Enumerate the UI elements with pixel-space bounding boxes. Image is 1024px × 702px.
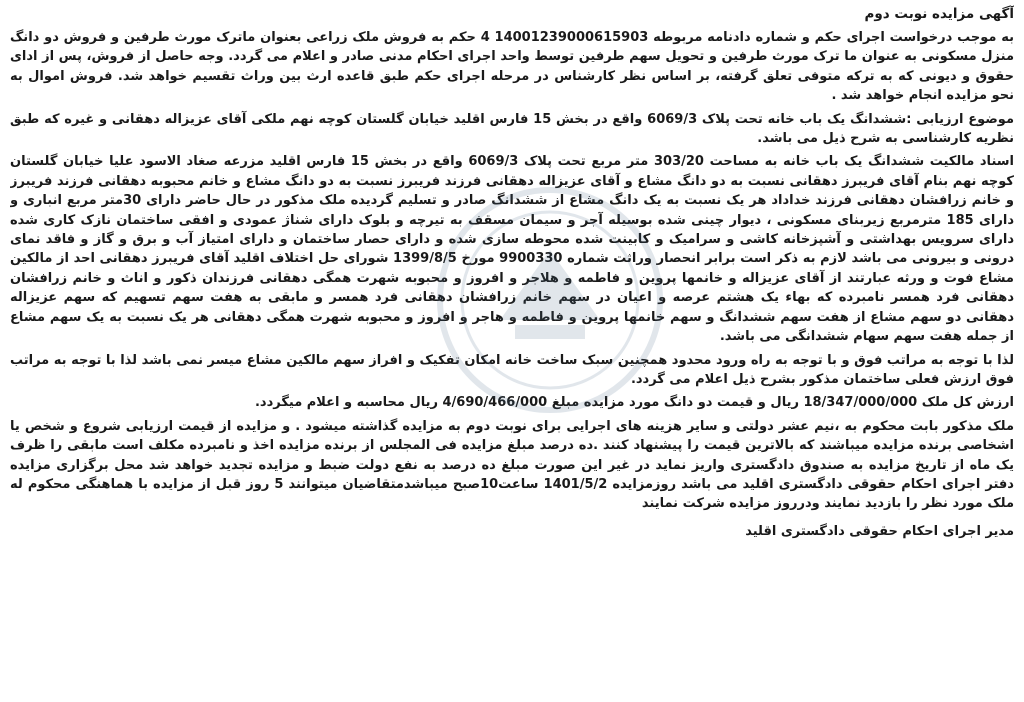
paragraph-auction-terms: ملک مذکور بابت محکوم به ،نیم عشر دولتی و سایر هزینه های اجرایی برای نوبت دوم به مزایده گذاشته میشود . و مزایده از قیمت ارزیابی شروع و شخص یا اشخاصی برنده مزایده میباشند که بالاترین قیمت را پیشنهاد کنند .ده درصد مبلغ مزایده فی المجلس از برنده مزایده اخذ و نامبرده مکلف است مابقی را ظرف یک ماه از تاریخ مزایده به صندوق دادگستری واریز نماید در غیر این صورت مبلغ ده درصد به نفع دولت ضبط و مزایده تجدید خواهد شد محل برگزاری مزایده دفتر اجرای احکام حقوقی دادگستری اقلید می باشد روزمزایده 1401/5/2 ساعت10صبح میباشدمتقاضیان میتوانند 5 روز قبل از مزایده با هماهنگی محکوم له ملک مورد نظر را بازدید نمایند ودرروز مزایده شرکت نمایند — [10, 418, 1014, 512]
paragraph-valuation: ارزش کل ملک 18/347/000/000 ریال و قیمت دو دانگ مورد مزایده مبلغ 4/690/466/000 ریال محاسبه و اعلام میگردد. — [254, 395, 1014, 411]
paragraph-partition: لذا با توجه به مراتب فوق و با توجه به راه ورود محدود همچنین سبک ساخت خانه امکان تفکیک و افراز سهم مالکین مشاع میسر نمی باشد لذا با توجه به مراتب فوق ارزش فعلی ساختمان مذکور بشرح ذیل اعلام می گردد. — [10, 352, 1014, 387]
paragraph-subject: موضوع ارزیابی :ششدانگ یک باب خانه تحت پلاک 6069/3 واقع در بخش 15 فارس اقلید خیابان گلستان کوچه نهم ملکی آقای عزیزاله دهقانی و غیره که طبق نظریه کارشناسی به شرح ذیل می باشد. — [10, 111, 1014, 147]
signature-line: مدیر اجرای احکام حقوقی دادگستری اقلید — [745, 523, 1014, 539]
notice-title: آگهی مزایده نوبت دوم — [864, 6, 1014, 22]
paragraph-deed-details: اسناد مالکیت ششدانگ یک باب خانه به مساحت 303/20 متر مربع تحت پلاک 6069/3 واقع در بخش 15 فارس اقلید مزرعه صغاد الاسود علیا خیابان گلستان کوچه نهم بنام آقای فریبرز دهقانی نسبت به دو دانگ مشاع و آقای عزیزاله دهقانی فرزند فریبرز نسبت به دو دانگ مشاع و خانم محبوبه دهقانی فرزند فریبرز و خانم زرافشان دهقانی فرزند خداداد هر یک نسبت به یک دانگ مشاع از ششدانگ صادر و تسلیم گردیده ملک مذکور در حال حاضر دارای 30متر مربع انباری و دارای 185 مترمربع زیربنای مسکونی ، دیوار چینی شده بوسیله آجر و سیمان مسقف به تیرچه و بلوک دارای شناژ عمودی و افقی ساختمان نازک کاری شده دارای سرویس بهداشتی و آشپزخانه کاشی و سرامیک و کابینت شده محوطه سازی شده و دارای حصار ساختمان و دارای امتیاز آب و برق و گاز و فاقد نمای درونی و بیرونی می باشد لازم به ذکر است برابر انحصار وراثت شماره 9900330 مورخ 1399/8/5 شورای حل اختلاف اقلید آقای فریبرز دهقانی احد از مالکین مشاع فوت و ورثه عبارتند از آقای عزیزاله و خانمها پروین و فاطمه و هلاجر و افروز و محبوبه شهرت همگی دهقانی فرزندان ذکور و اناث و خانم زرافشان دهقانی فرد همسر نامبرده که بهاء یک هشتم عرصه و اعیان در سهم خانم زرافشان دهقانی فرد همسر و مابقی به هفت سهم تسهیم که سهم عزیزاله دهقانی دو سهم مشاع از هفت سهم ششدانگ و سهم خانمها پروین و فاطمه و هاجر و افروز و محبوبه شهرت همگی دهقانی هر یک نسبت به یک سهم مشاع از جمله هفت سهم سهام ششدانگی می باشد. — [10, 154, 1014, 345]
auction-notice — [10, 4, 1014, 698]
paragraph-intro: به موجب درخواست اجرای حکم و شماره دادنامه مربوطه 14001239000615903 4 حکم به فروش ملک زراعی بعنوان ماترک مورث طرفین و فروش دو دانگ منزل مسکونی به عنوان ما ترک مورث طرفین و تحویل سهم طرفین توسط واحد اجرای احکام مدنی صادر و اعلام می گردد. وجه حاصل از فروش، پس از ادای حقوق و دیونی که به ترکه متوفی تعلق گرفته، بر اساس نظر کارشناس در مرحله اجرای حکم طبق قاعده ارث بین وراث تقسیم خواهد شد. فروش اموال به نحو مزایده انجام خواهد شد . — [10, 30, 1014, 104]
